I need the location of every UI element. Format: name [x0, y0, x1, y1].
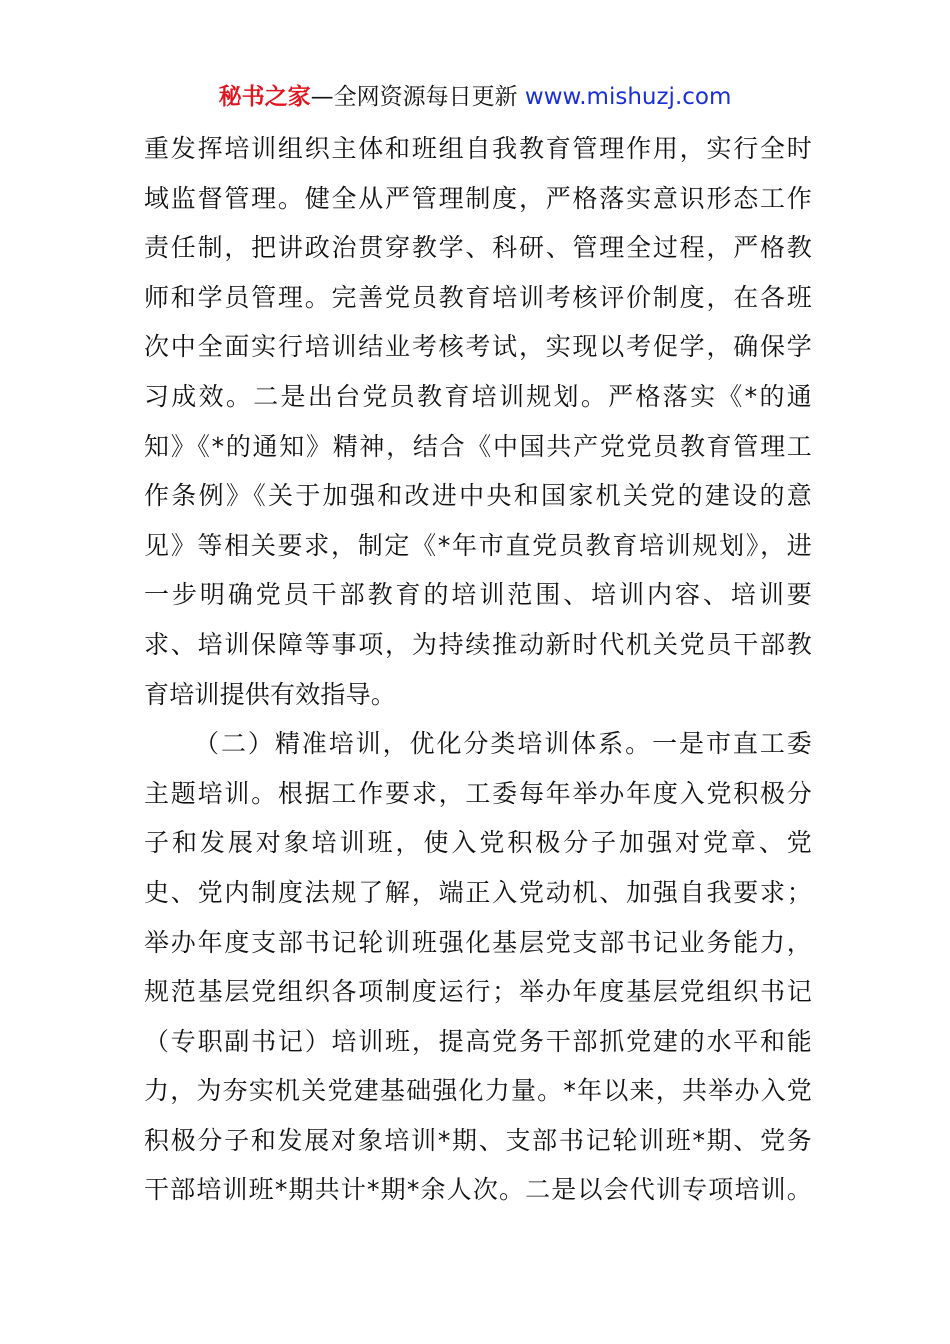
text-line: 举办年度支部书记轮训班强化基层党支部书记业务能力， — [144, 927, 812, 957]
brand-name: 秘书之家 — [218, 84, 311, 110]
text-line: 见》等相关要求，制定《*年市直党员教育培训规划》，进 — [144, 530, 812, 560]
document-header — [0, 82, 950, 112]
text-line: 知》《*的通知》精神，结合《中国共产党党员教育管理工 — [144, 431, 812, 461]
text-line: 一步明确党员干部教育的培训范围、培训内容、培训要 — [144, 580, 812, 610]
text-line: （二）精准培训，优化分类培训体系。一是市直工委 — [194, 729, 812, 759]
text-line: 主题培训。根据工作要求，工委每年举办年度入党积极分 — [144, 778, 812, 808]
text-line: 习成效。二是出台党员教育培训规划。严格落实《*的通 — [144, 381, 812, 411]
text-line: 重发挥培训组织主体和班组自我教育管理作用，实行全时 — [144, 134, 812, 163]
header-tagline: —全网资源每日更新 — [310, 84, 525, 110]
paragraph-1 — [144, 124, 812, 719]
text-line: 责任制，把讲政治贯穿教学、科研、管理全过程，严格教 — [144, 233, 812, 263]
text-line: 次中全面实行培训结业考核考试，实现以考促学，确保学 — [144, 332, 812, 362]
text-line: （专职副书记）培训班，提高党务干部抓党建的水平和能 — [144, 1026, 812, 1056]
text-line: 规范基层党组织各项制度运行；举办年度基层党组织书记 — [144, 977, 812, 1007]
text-line: 积极分子和发展对象培训*期、支部书记轮训班*期、党务 — [144, 1125, 812, 1155]
document-body — [144, 124, 812, 1215]
text-line: 域监督管理。健全从严管理制度，严格落实意识形态工作 — [144, 183, 812, 213]
paragraph-2 — [144, 719, 812, 1215]
text-line: 作条例》《关于加强和改进中央和国家机关党的建设的意 — [144, 481, 812, 511]
text-line: 育培训提供有效指导。 — [144, 679, 397, 709]
text-line: 求、培训保障等事项，为持续推动新时代机关党员干部教 — [144, 629, 812, 659]
text-line: 子和发展对象培训班，使入党积极分子加强对党章、党 — [144, 828, 812, 858]
text-line: 力，为夯实机关党建基础强化力量。*年以来，共举办入党 — [144, 1076, 812, 1106]
text-line: 史、党内制度法规了解，端正入党动机、加强自我要求； — [144, 877, 812, 907]
text-line: 师和学员管理。完善党员教育培训考核评价制度，在各班 — [144, 282, 812, 312]
text-line: 干部培训班*期共计*期*余人次。二是以会代训专项培训。 — [144, 1175, 812, 1205]
site-url: www.mishuzj.com — [524, 84, 732, 110]
